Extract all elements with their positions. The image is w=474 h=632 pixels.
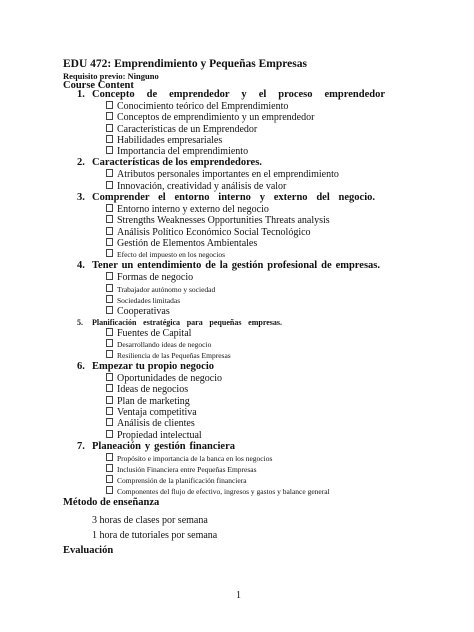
list-item bbox=[106, 204, 474, 215]
checkbox-glyph-icon bbox=[106, 418, 113, 426]
checkbox-glyph-icon bbox=[106, 475, 113, 483]
page-number: 1 bbox=[236, 590, 241, 601]
list-item bbox=[106, 418, 474, 429]
item-text: Desarrollando ideas de negocio bbox=[117, 340, 212, 350]
item-text: Formas de negocio bbox=[117, 272, 194, 284]
checkbox-glyph-icon bbox=[106, 181, 113, 189]
section-3 bbox=[0, 192, 474, 260]
list-item bbox=[106, 112, 474, 123]
section-heading bbox=[0, 361, 214, 373]
method-heading: Método de enseñanza bbox=[63, 497, 160, 508]
section-items bbox=[0, 373, 474, 441]
section-heading bbox=[0, 89, 385, 101]
section-title: Planeación y gestión financiera bbox=[92, 440, 235, 452]
list-item bbox=[106, 396, 474, 407]
checkbox-glyph-icon bbox=[106, 169, 113, 177]
checkbox-glyph-icon bbox=[106, 124, 113, 132]
section-heading bbox=[0, 441, 235, 453]
item-text: Cooperativas bbox=[117, 305, 170, 317]
item-text: Oportunidades de negocio bbox=[117, 373, 222, 385]
item-text: Fuentes de Capital bbox=[117, 327, 192, 339]
method-line: 1 hora de tutoriales por semana bbox=[92, 530, 218, 541]
checkbox-glyph-icon bbox=[106, 486, 113, 494]
list-item bbox=[106, 486, 474, 497]
checkbox-glyph-icon bbox=[106, 272, 113, 280]
checkbox-glyph-icon bbox=[106, 407, 113, 415]
item-text: Conocimiento teórico del Emprendimiento bbox=[117, 101, 289, 112]
section-1 bbox=[0, 89, 474, 157]
checkbox-glyph-icon bbox=[106, 396, 113, 404]
prerequisite-line: Requisito previo: Ninguno bbox=[63, 71, 159, 81]
item-text: Análisis Político Económico Social Tecnológico bbox=[117, 226, 311, 238]
section-number: 1. bbox=[77, 89, 85, 100]
item-text: Efecto del impuesto en los negocios bbox=[117, 250, 226, 260]
list-item bbox=[106, 249, 474, 260]
content-outline bbox=[0, 89, 474, 497]
section-7 bbox=[0, 441, 474, 497]
list-item bbox=[106, 430, 474, 441]
item-text: Características de un Emprendedor bbox=[117, 123, 258, 135]
list-item bbox=[106, 135, 474, 146]
section-title: Tener un entendimiento de la gestión profesional de empresas. bbox=[92, 260, 380, 272]
checkbox-glyph-icon bbox=[106, 339, 113, 347]
section-items bbox=[0, 101, 474, 157]
checkbox-glyph-icon bbox=[106, 306, 113, 314]
list-item bbox=[106, 181, 474, 192]
item-text: Plan de marketing bbox=[117, 395, 190, 407]
checkbox-glyph-icon bbox=[106, 227, 113, 235]
checkbox-glyph-icon bbox=[106, 215, 113, 223]
section-number: 6. bbox=[77, 361, 85, 373]
list-item bbox=[106, 384, 474, 395]
item-text: Propiedad intelectual bbox=[117, 429, 202, 441]
section-title: Planificación estratégica para pequeñas empresas. bbox=[92, 317, 282, 327]
section-items bbox=[0, 169, 474, 192]
item-text: Importancia del emprendimiento bbox=[117, 146, 249, 158]
checkbox-glyph-icon bbox=[106, 328, 113, 336]
checkbox-glyph-icon bbox=[106, 350, 113, 358]
item-text: Trabajador autónomo y sociedad bbox=[117, 284, 216, 294]
checkbox-glyph-icon bbox=[106, 238, 113, 246]
section-title: Comprender el entorno interno y externo del negocio. bbox=[92, 192, 375, 204]
section-heading bbox=[0, 192, 375, 204]
item-text: Ventaja competitiva bbox=[117, 407, 197, 419]
item-text: Ideas de negocios bbox=[117, 384, 189, 396]
item-text: Sociedades limitadas bbox=[117, 295, 181, 305]
section-items bbox=[0, 453, 474, 497]
course-content-heading: Course Content bbox=[63, 80, 134, 91]
item-text: Atributos personales importantes en el emprendimiento bbox=[117, 169, 339, 181]
list-item bbox=[106, 475, 474, 486]
item-text: Inclusión Financiera entre Pequeñas Empresas bbox=[117, 464, 257, 474]
item-text: Gestión de Elementos Ambientales bbox=[117, 237, 258, 249]
section-number: 7. bbox=[77, 440, 85, 452]
item-text: Habilidades empresariales bbox=[117, 134, 223, 146]
list-item bbox=[106, 306, 474, 317]
list-item bbox=[106, 272, 474, 283]
section-title: Empezar tu propio negocio bbox=[92, 361, 214, 373]
section-number: 2. bbox=[77, 157, 85, 169]
item-text: Componentes del flujo de efectivo, ingresos y gastos y balance general bbox=[117, 486, 330, 496]
section-heading bbox=[0, 260, 380, 272]
section-title: Concepto de emprendedor y el proceso emprendedor bbox=[92, 89, 385, 100]
list-item bbox=[106, 295, 474, 306]
section-heading bbox=[0, 157, 262, 169]
checkbox-glyph-icon bbox=[106, 101, 113, 109]
list-item bbox=[106, 339, 474, 350]
section-number: 5. bbox=[77, 317, 83, 327]
item-text: Resiliencia de las Pequeñas Empresas bbox=[117, 351, 231, 361]
list-item bbox=[106, 146, 474, 157]
list-item bbox=[106, 215, 474, 226]
section-items bbox=[0, 204, 474, 260]
section-number: 4. bbox=[77, 260, 85, 272]
list-item bbox=[106, 373, 474, 384]
item-text: Strengths Weaknesses Opportunities Threats analysis bbox=[117, 215, 330, 227]
list-item bbox=[106, 238, 474, 249]
section-heading bbox=[0, 317, 282, 328]
list-item bbox=[106, 124, 474, 135]
evaluation-heading: Evaluación bbox=[63, 545, 114, 556]
checkbox-glyph-icon bbox=[106, 384, 113, 392]
list-item bbox=[106, 169, 474, 180]
section-title: Características de los emprendedores. bbox=[92, 157, 262, 169]
item-text: Conceptos de emprendimiento y un emprendedor bbox=[117, 112, 315, 124]
item-text: Comprensión de la planificación financiera bbox=[117, 475, 247, 485]
method-line: 3 horas de clases por semana bbox=[92, 515, 208, 526]
course-title: EDU 472: Emprendimiento y Pequeñas Empresas bbox=[63, 58, 307, 70]
item-text: Análisis de clientes bbox=[117, 418, 195, 430]
checkbox-glyph-icon bbox=[106, 373, 113, 381]
checkbox-glyph-icon bbox=[106, 295, 113, 303]
section-items bbox=[0, 328, 474, 361]
list-item bbox=[106, 453, 474, 464]
checkbox-glyph-icon bbox=[106, 249, 113, 257]
checkbox-glyph-icon bbox=[106, 453, 113, 461]
list-item bbox=[106, 328, 474, 339]
checkbox-glyph-icon bbox=[106, 146, 113, 154]
checkbox-glyph-icon bbox=[106, 284, 113, 292]
section-number: 3. bbox=[77, 192, 85, 204]
item-text: Propósito e importancia de la banca en los negocios bbox=[117, 453, 273, 463]
list-item bbox=[106, 284, 474, 295]
list-item bbox=[106, 464, 474, 475]
item-text: Innovación, creatividad y análisis de valor bbox=[117, 180, 287, 192]
list-item bbox=[106, 227, 474, 238]
checkbox-glyph-icon bbox=[106, 204, 113, 212]
checkbox-glyph-icon bbox=[106, 464, 113, 472]
item-text: Entorno interno y externo del negocio bbox=[117, 204, 269, 216]
checkbox-glyph-icon bbox=[106, 112, 113, 120]
list-item bbox=[106, 101, 474, 112]
section-6 bbox=[0, 361, 474, 441]
section-5 bbox=[0, 317, 474, 361]
checkbox-glyph-icon bbox=[106, 135, 113, 143]
list-item bbox=[106, 350, 474, 361]
section-4 bbox=[0, 260, 474, 317]
checkbox-glyph-icon bbox=[106, 430, 113, 438]
list-item bbox=[106, 407, 474, 418]
section-2 bbox=[0, 157, 474, 192]
section-items bbox=[0, 272, 474, 317]
